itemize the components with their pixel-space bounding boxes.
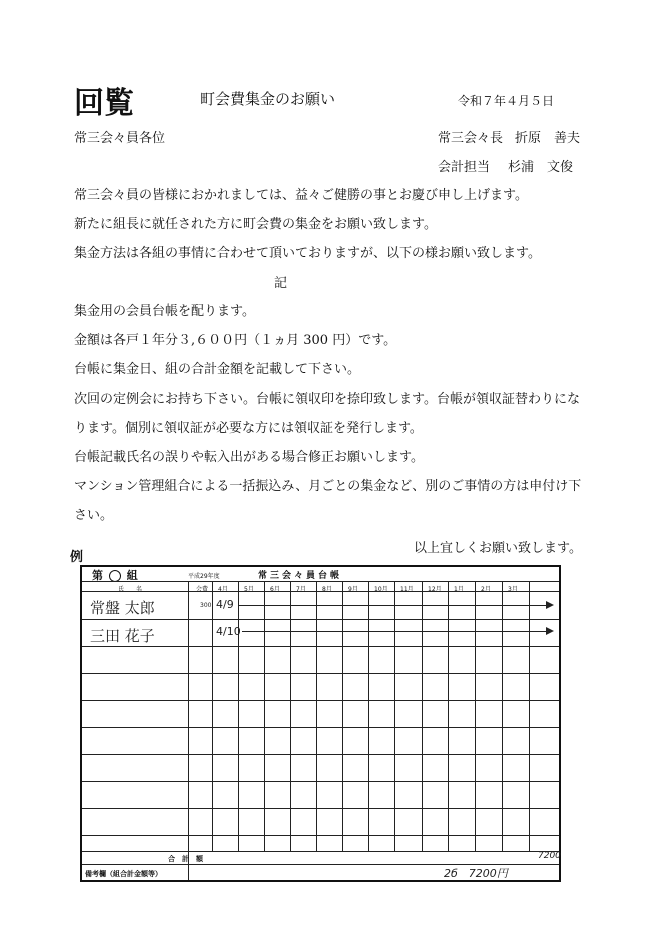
example-label: 例 [70,550,84,565]
ledger-total-value: 7200 [538,851,561,861]
ledger-column-rule [529,581,530,851]
closing-remark: 以上宜しくお願い致します。 [414,541,582,556]
ledger-month-label: 5月 [244,586,254,593]
ledger-row-rule [82,835,559,836]
ledger-month-label: 11月 [400,586,414,593]
arrow-icon [238,605,552,606]
ledger-year-note: 平成29年度 [188,573,220,580]
signature-president [438,127,580,146]
ledger-group-suffix: 組 [126,569,138,582]
ledger-remarks-label: 備考欄（組合計金額等） [85,870,162,878]
item-line: マンション管理組合による一括振込み、月ごとの集金など、別のご事情の方は申付け下 [74,479,582,494]
ledger-month-label: 2月 [481,586,491,593]
signature-name: 折原 善夫 [515,131,581,146]
item-line: ります。個別に領収証が必要な方には領収証を発行します。 [74,421,423,436]
issue-date: 令和７年４月５日 [458,94,555,108]
ledger-rule [188,864,189,880]
ledger-month-label: 12月 [428,586,442,593]
ledger-month-label: 9月 [348,586,358,593]
item-line: さい。 [74,508,114,523]
ledger-row-rule [82,727,559,728]
ledger-row-rule [82,781,559,782]
ledger-column-rule [264,581,265,851]
document-subject: 町会費集金のお願い [200,90,336,108]
ledger-month-label: 6月 [270,586,280,593]
ki-heading: 記 [274,276,288,291]
ledger-column-rule [188,581,189,864]
ledger-remarks-value: 2б 7200円 [444,867,508,880]
ledger-title: 常三会々員台帳 [258,571,343,581]
ledger-column-rule [368,581,369,851]
ledger-row-rule [82,700,559,701]
signature-accountant [438,156,573,175]
ledger-month-label: 4月 [218,586,228,593]
ledger-month-label: 3月 [508,586,518,593]
page-title: 回覧 [74,86,134,121]
ledger-row-rule [82,646,559,647]
ledger-month-label: 10月 [374,586,388,593]
intro-line: 新たに組長に就任された方に町会費の集金をお願い致します。 [74,217,437,232]
item-line: 金額は各戸１年分３,６００円（１ヵ月 300 円）です。 [74,333,397,348]
ledger-rule [82,591,559,592]
ledger-column-rule [212,581,213,851]
ledger-row-rule [82,851,559,852]
ledger-entry-name: 三田 花子 [90,627,155,645]
member-ledger-example [80,565,561,882]
ledger-entry-date: 4/9 [216,598,234,611]
signature-name: 杉浦 文俊 [508,160,574,175]
item-line: 台帳に集金日、組の合計金額を記載して下さい。 [74,362,361,377]
ledger-entry-fee: 300 [200,602,212,609]
ledger-column-rule [448,581,449,851]
ledger-entry-date: 4/10 [216,625,241,638]
addressee: 常三会々員各位 [74,131,166,146]
ledger-row-rule [82,808,559,809]
ledger-column-rule [342,581,343,851]
ledger-month-label: 1月 [454,586,464,593]
ledger-column-rule [422,581,423,851]
ledger-total-label: 合 計 額 [168,855,203,863]
ledger-month-label: 7月 [296,586,306,593]
ledger-row-rule [82,754,559,755]
ledger-column-rule [290,581,291,851]
ledger-entry-name: 常盤 太郎 [90,599,155,617]
intro-line: 集金方法は各組の事情に合わせて頂いておりますが、以下の様お願い致します。 [74,246,541,261]
ledger-column-rule [394,581,395,851]
ledger-col-name: 氏 名 [118,586,143,593]
item-line: 台帳記載氏名の誤りや転入出がある場合修正お願いします。 [74,450,424,465]
item-line: 集金用の会員台帳を配ります。 [74,304,255,319]
intro-line: 常三会々員の皆様におかれましては、益々ご健勝の事とお慶び申し上げます。 [74,188,528,203]
ledger-column-rule [316,581,317,851]
ledger-rule [82,581,559,582]
ledger-month-label: 8月 [322,586,332,593]
arrow-icon [242,631,552,632]
ledger-column-rule [475,581,476,851]
ledger-group-prefix: 第 [92,569,103,582]
item-line: 次回の定例会にお持ち下さい。台帳に領収印を捺印致します。台帳が領収証替わりにな [74,392,580,407]
ledger-col-fee: 会費 [196,586,209,593]
ledger-column-rule [502,581,503,851]
signature-role: 常三会々長 [438,131,504,146]
signature-role: 会計担当 [438,160,491,175]
ledger-row-rule [82,673,559,674]
ledger-row-rule [82,619,559,620]
ledger-column-rule [238,581,239,851]
